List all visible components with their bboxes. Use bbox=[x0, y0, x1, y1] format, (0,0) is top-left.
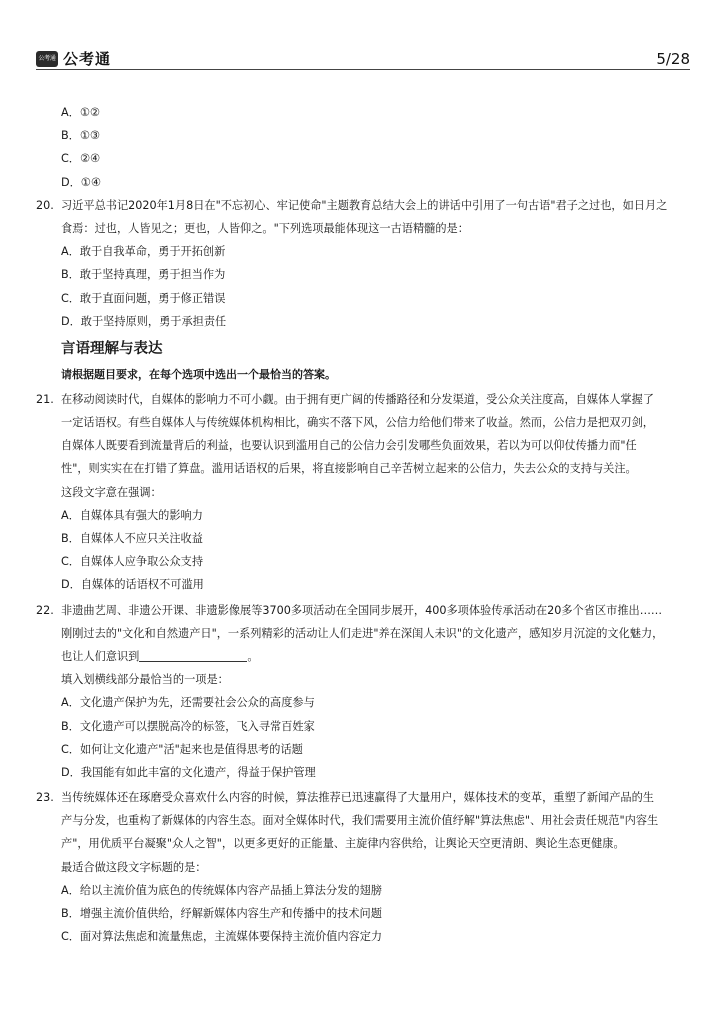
question-text: 在移动阅读时代，自媒体的影响力不可小觑。由于拥有更广阔的传播路径和分发渠道，受公众关注度高，自媒体人掌握了 bbox=[61, 392, 654, 406]
option: B．①③ bbox=[61, 129, 100, 143]
option: C．②④ bbox=[61, 152, 101, 166]
question-blank-line bbox=[36, 645, 692, 668]
document-body bbox=[36, 101, 692, 948]
option: A．文化遗产保护为先，还需要社会公众的高度参与 bbox=[61, 696, 315, 710]
blank-prefix: 也让人们意识到 bbox=[61, 649, 140, 663]
option: C．自媒体人应争取公众支持 bbox=[61, 555, 204, 569]
option: B．增强主流价值供给，纾解新媒体内容生产和传播中的技术问题 bbox=[61, 907, 382, 920]
question-text: 产"，用优质平台凝聚"众人之智"，以更多更好的正能量、主旋律内容供给，让舆论天空更清朗、舆论生态更健康。 bbox=[61, 837, 625, 851]
logo bbox=[36, 48, 111, 69]
option: D．我国能有如此丰富的文化遗产，得益于保护管理 bbox=[61, 765, 316, 779]
question-prompt: 这段文字意在强调： bbox=[61, 485, 162, 499]
option: A．敢于自我革命，勇于开拓创新 bbox=[61, 245, 226, 259]
blank-suffix: 。 bbox=[247, 649, 259, 663]
option: D．①④ bbox=[61, 175, 101, 189]
option: B．自媒体人不应只关注收益 bbox=[61, 532, 203, 545]
logo-badge-icon: 公考通 bbox=[36, 51, 58, 67]
question-number: 22. bbox=[36, 603, 54, 617]
question-text: 食焉：过也，人皆见之；更也，人皆仰之。"下列选项最能体现这一古语精髓的是： bbox=[61, 221, 469, 235]
option: C．如何让文化遗产"活"起来也是值得思考的话题 bbox=[61, 742, 303, 756]
section-instruction: 请根据题目要求，在每个选项中选出一个最恰当的答案。 bbox=[61, 367, 336, 381]
option: A．自媒体具有强大的影响力 bbox=[61, 508, 203, 522]
question-prompt: 最适合做这段文字标题的是： bbox=[61, 860, 207, 874]
question-text: 产与分发，也重构了新媒体的内容生态。面对全媒体时代，我们需要用主流价值纾解"算法焦虑"、用社会责任规范"内容生 bbox=[61, 814, 659, 828]
question-text: 一定话语权。有些自媒体人与传统媒体机构相比，确实不落下风，公信力给他们带来了收益。然而，公信力是把双刃剑， bbox=[61, 416, 654, 430]
option: B．文化遗产可以摆脱高冷的标签，飞入寻常百姓家 bbox=[61, 719, 315, 733]
header-divider bbox=[36, 69, 690, 70]
question-text: 自媒体人既要看到流量背后的利益，也要认识到滥用自己的公信力会引发哪些负面效果，若以为可以仰仗传播力而"任 bbox=[61, 439, 637, 453]
question-22 bbox=[36, 599, 692, 622]
question-number: 20. bbox=[36, 198, 54, 212]
option: D．敢于坚持原则，勇于承担责任 bbox=[61, 314, 227, 328]
question-text: 当传统媒体还在琢磨受众喜欢什么内容的时候，算法推荐已迅速赢得了大量用户，媒体技术的变革，重塑了新闻产品的生 bbox=[61, 791, 654, 805]
logo-text: 公考通 bbox=[63, 50, 112, 68]
question-21 bbox=[36, 388, 692, 411]
fill-blank bbox=[139, 649, 247, 662]
option: A．①② bbox=[61, 106, 100, 119]
question-number: 23. bbox=[36, 791, 54, 805]
question-23 bbox=[36, 786, 692, 809]
question-20 bbox=[36, 194, 692, 217]
question-prompt: 填入划横线部分最恰当的一项是： bbox=[61, 673, 229, 687]
option: D．自媒体的话语权不可滥用 bbox=[61, 578, 204, 592]
question-number: 21. bbox=[36, 392, 54, 406]
option: C．敢于直面问题，勇于修正错误 bbox=[61, 291, 226, 305]
option: C．面对算法焦虑和流量焦虑，主流媒体要保持主流价值内容定力 bbox=[61, 930, 383, 944]
section-title: 言语理解与表达 bbox=[61, 339, 163, 357]
option: B．敢于坚持真理，勇于担当作为 bbox=[61, 268, 226, 282]
question-text: 性"，则实实在在打错了算盘。滥用话语权的后果，将直接影响自己辛苦树立起来的公信力，失去公众的支持与关注。 bbox=[61, 462, 637, 476]
page-header bbox=[36, 44, 690, 70]
page-number: 5/28 bbox=[656, 50, 690, 68]
question-text: 刚刚过去的"文化和自然遗产日"，一系列精彩的活动让人们走进"养在深闺人未识"的文化遗产，感知岁月沉淀的文化魅力， bbox=[61, 626, 664, 640]
question-text: 非遗曲艺周、非遗公开课、非遗影像展等3700多项活动在全国同步展开，400多项体验传承活动在20多个省区市推出…… bbox=[61, 603, 663, 617]
question-text: 习近平总书记2020年1月8日在"不忘初心、牢记使命"主题教育总结大会上的讲话中引用了一句古语"君子之过也，如日月之 bbox=[61, 198, 668, 212]
option: A．给以主流价值为底色的传统媒体内容产品插上算法分发的翅膀 bbox=[61, 883, 382, 897]
